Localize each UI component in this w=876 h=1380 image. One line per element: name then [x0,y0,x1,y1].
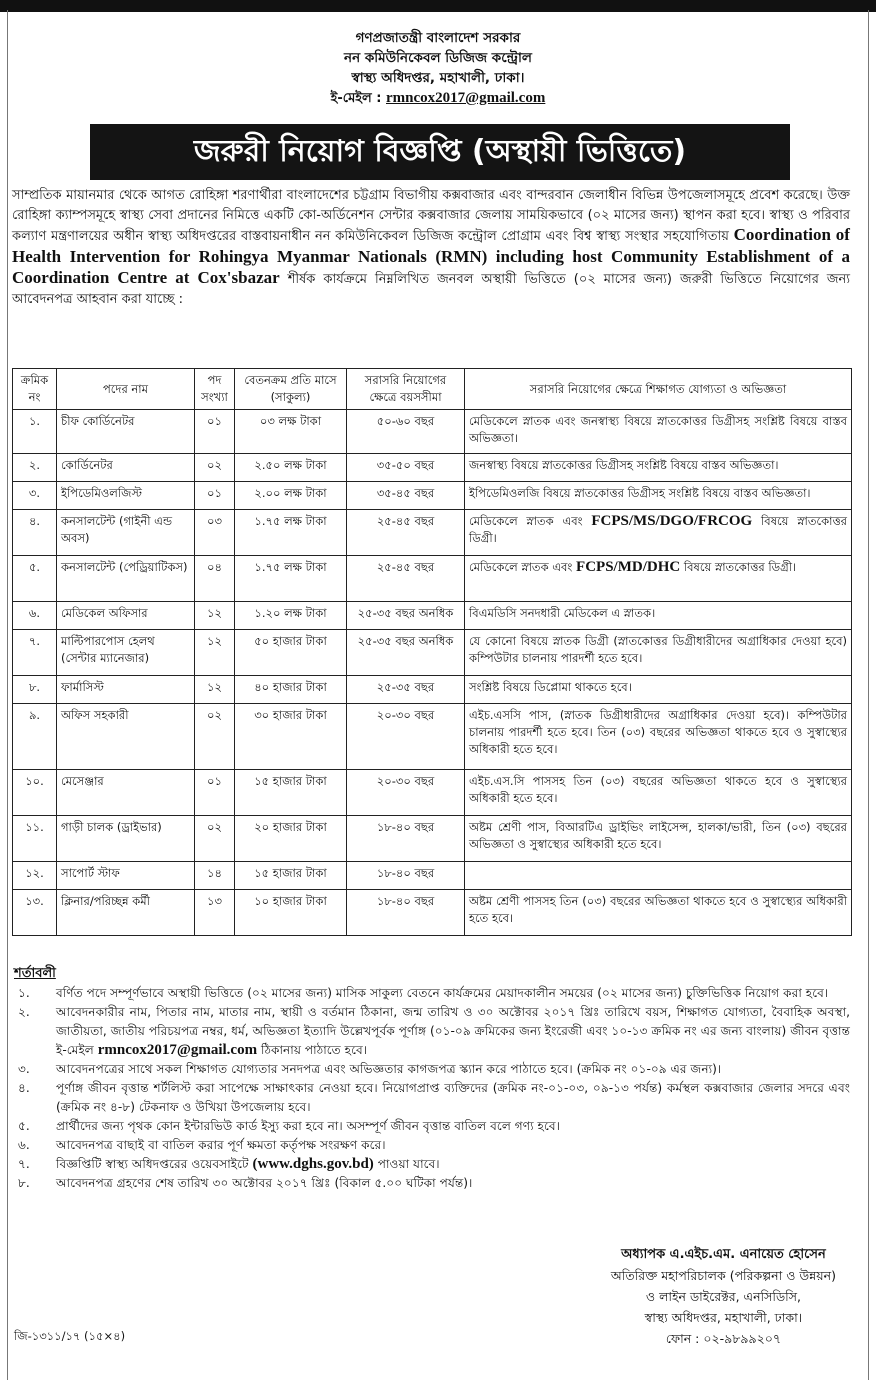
signature-block [611,1244,836,1349]
email-address: rmncox2017@gmail.com [386,90,546,106]
age-limit-cell: ২৫-৪৫ বছর [347,556,465,602]
condition-text-part: পূর্ণাঙ্গ জীবন বৃত্তান্ত শর্টলিস্ট করা সাপেক্ষে সাক্ষাৎকার নেওয়া হবে। নিয়োগপ্রাপ্ত ব্যক্তিদের (ক্রমিক নং-০১-০৩, ০৯-১৩ পর্যন্ত) কর্মস্থল কক্সবাজার জেলার সদরে এবং (ক্রমিক নং ৪-৮) টেকনাফ ও উখিয়া উপজেলায় হবে। [56,1081,850,1114]
serial-cell: ৯. [13,704,57,770]
intro-paragraph [12,186,850,309]
condition-number: ৫. [18,1119,30,1133]
table-row [13,862,852,890]
col-header-post: পদের নাম [57,369,195,410]
project-title: Coordination of Health Intervention for Rohingya Myanmar Nationals (RMN) including host Community Establishment of a Coordination Centre at Cox'sbazar [12,225,850,287]
age-limit-cell: ৩৫-৪৫ বছর [347,482,465,510]
post-name-cell: মেডিকেল অফিসার [57,602,195,630]
email-line [0,88,876,109]
requirements-text: এইচ.এস.সি পাসসহ তিন (০৩) বছরের অভিজ্ঞতা থাকতে হবে ও সুস্বাস্থ্যের অধিকারী হতে হবে। [469,774,847,805]
signatory-role: ও লাইন ডাইরেক্টর, এনসিডিসি, [645,1289,801,1304]
post-name-cell: অফিস সহকারী [57,704,195,770]
right-border [868,10,869,1380]
post-count-cell: ০৪ [195,556,235,602]
requirements-text: যে কোনো বিষয়ে স্নাতক ডিগ্রী (স্নাতকোত্তর ডিগ্রীধারীদের অগ্রাধিকার দেওয়া হবে) কম্পিউটার চালনায় পারদর্শী হতে হবে। [469,634,847,665]
post-name-cell: কনসালটেন্ট (গাইনী এন্ড অবস) [57,510,195,556]
salary-cell: ১.৭৫ লক্ষ টাকা [235,556,347,602]
condition-text-part: বিজ্ঞপ্তিটি স্বাস্থ্য অধিদপ্তরের ওয়েবসাইটে [56,1157,249,1171]
post-count-cell: ১৩ [195,890,235,936]
condition-number: ৪. [18,1081,30,1095]
condition-text [56,1079,850,1117]
requirements-text: ইপিডেমিওলজি বিষয়ে স্নাতকোত্তর ডিগ্রীসহ সংশ্লিষ্ট বিষয়ে বাস্তব অভিজ্ঞতা। [469,486,811,500]
serial-cell: ১১. [13,816,57,862]
salary-cell: ১৫ হাজার টাকা [235,770,347,816]
age-limit-cell: ২৫-৩৫ বছর অনধিক [347,602,465,630]
table-row [13,602,852,630]
condition-item [12,1117,850,1136]
condition-item [12,1003,850,1060]
requirements-text: অষ্টম শ্রেণী পাস, বিআরটিএ ড্রাইভিং লাইসেন্স, হালকা/ভারী, তিন (০৩) বছরের অভিজ্ঞতা ও সুস্বাস্থ্যের অধিকারী হতে হবে। [469,820,847,851]
post-name-cell: কোর্ডিনেটর [57,454,195,482]
condition-number: ১. [18,986,30,1000]
post-count-cell: ০১ [195,770,235,816]
post-count-cell: ০২ [195,704,235,770]
salary-cell: ১৫ হাজার টাকা [235,862,347,890]
condition-item [12,1079,850,1117]
condition-number: ২. [18,1005,30,1019]
requirements-cell [465,676,852,704]
requirements-text: মেডিকেলে স্নাতক এবং [469,514,583,528]
post-count-cell: ০৩ [195,510,235,556]
table-row [13,890,852,936]
condition-text [56,1060,850,1079]
post-name-cell: সাপোর্ট স্টাফ [57,862,195,890]
requirements-text: মেডিকেলে স্নাতক এবং জনস্বাস্থ্য বিষয়ে স্নাতকোত্তর ডিগ্রীসহ সংশ্লিষ্ট বিষয়ে বাস্তব অভিজ্ঞতা। [469,414,847,445]
col-header-serial: ক্রমিক নং [13,369,57,410]
condition-text [56,1155,850,1174]
condition-reference: rmncox2017@gmail.com [97,1042,258,1058]
posts-table [12,368,852,936]
condition-text-part: আবেদনপত্র বাছাই বা বাতিল করার পূর্ণ ক্ষমতা কর্তৃপক্ষ সংরক্ষণ করে। [56,1138,386,1152]
serial-cell: ২. [13,454,57,482]
requirements-text: জনস্বাস্থ্য বিষয়ে স্নাতকোত্তর ডিগ্রীসহ সংশ্লিষ্ট বিষয়ে বাস্তব অভিজ্ঞতা। [469,458,779,472]
requirements-degree: FCPS/MD/DHC [576,559,681,575]
issuer-header [0,28,876,109]
requirements-cell [465,510,852,556]
program-name: নন কমিউনিকেবল ডিজিজ কন্ট্রোল [344,50,532,66]
age-limit-cell: ২০-৩০ বছর [347,704,465,770]
table-header-row [13,369,852,410]
age-limit-cell: ২০-৩০ বছর [347,770,465,816]
requirements-degree: FCPS/MS/DGO/FRCOG [591,513,753,529]
notice-banner: জরুরী নিয়োগ বিজ্ঞপ্তি (অস্থায়ী ভিত্তিতে) [90,124,790,180]
salary-cell: ১.২০ লক্ষ টাকা [235,602,347,630]
conditions-title: শর্তাবলী [14,966,56,981]
table-row [13,556,852,602]
salary-cell: ২.৫০ লক্ষ টাকা [235,454,347,482]
post-name-cell: মেসেঞ্জার [57,770,195,816]
post-name-cell: ইপিডেমিওলজিস্ট [57,482,195,510]
post-count-cell: ১২ [195,630,235,676]
top-border [0,0,876,12]
col-header-age: সরাসরি নিয়োগের ক্ষেত্রে বয়সসীমা [347,369,465,410]
condition-number: ৭. [18,1157,30,1171]
post-name-cell: ক্লিনার/পরিচ্ছন্ন কর্মী [57,890,195,936]
age-limit-cell: ২৫-৪৫ বছর [347,510,465,556]
salary-cell: ১.৭৫ লক্ষ টাকা [235,510,347,556]
requirements-cell [465,556,852,602]
table-row [13,482,852,510]
condition-number: ৩. [18,1062,30,1076]
salary-cell: ৩০ হাজার টাকা [235,704,347,770]
condition-item [12,1155,850,1174]
office-address: স্বাস্থ্য অধিদপ্তর, মহাখালী, ঢাকা। [351,70,525,86]
requirements-text: সংশ্লিষ্ট বিষয়ে ডিপ্লোমা থাকতে হবে। [469,680,632,694]
table-row [13,770,852,816]
serial-cell: ১. [13,410,57,454]
requirements-cell [465,410,852,454]
condition-text [56,1117,850,1136]
post-count-cell: ০২ [195,454,235,482]
post-count-cell: ১২ [195,676,235,704]
serial-cell: ৭. [13,630,57,676]
age-limit-cell: ১৮-৪০ বছর [347,816,465,862]
condition-number: ৮. [18,1176,30,1190]
publication-code: জি-১৩১১/১৭ (১৫×৪) [14,1329,126,1343]
condition-text [56,1003,850,1060]
condition-item [12,1136,850,1155]
serial-cell: ৫. [13,556,57,602]
condition-item [12,984,850,1003]
post-count-cell: ০২ [195,816,235,862]
salary-cell: ২০ হাজার টাকা [235,816,347,862]
requirements-cell [465,482,852,510]
age-limit-cell: ১৮-৪০ বছর [347,890,465,936]
post-name-cell: কনসালটেন্ট (পেড্রিয়াটিকস) [57,556,195,602]
col-header-salary: বেতনক্রম প্রতি মাসে (সাকুল্য) [235,369,347,410]
col-header-count: পদ সংখ্যা [195,369,235,410]
condition-text [56,1136,850,1155]
intro-text-1: সাম্প্রতিক মায়ানমার থেকে আগত রোহিঙ্গা শরণার্থীরা বাংলাদেশের চট্টগ্রাম বিভাগীয় কক্সবাজার এবং বান্দরবান জেলাধীন বিভিন্ন উপজেলাসমূহে প্রবেশ করেছে। উক্ত রোহিঙ্গা ক্যাম্পসমূহে স্বাস্থ্য সেবা প্রদানের নিমিত্তে একটি কো-অর্ডিনেশন সেন্টার কক্সবাজার জেলায় সাময়িকভাবে (০২ মাসের জন্য) স্থাপন করা হবে। স্বাস্থ্য ও পরিবার কল্যাণ মন্ত্রণালয়ের অধীন স্বাস্থ্য অধিদপ্তরের বাস্তবায়নাধীন নন কমিউনিকেবল ডিজিজ কন্ট্রোল প্রোগ্রাম এবং বিশ্ব স্বাস্থ্য সংস্থার সহযোগিতায় [12,188,850,244]
condition-text-part: ঠিকানায় পাঠাতে হবে। [260,1043,368,1057]
table-row [13,410,852,454]
requirements-text: বিষয়ে স্নাতকোত্তর ডিগ্রী। [469,514,848,545]
condition-text-part: আবেদনকারীর নাম, পিতার নাম, মাতার নাম, স্থায়ী ও বর্তমান ঠিকানা, জন্ম তারিখ ও ৩০ অক্টোবর ২০১৭ খ্রিঃ তারিখে বয়স, শিক্ষাগত যোগ্যতা, বৈবাহিক অবস্থা, জাতীয়তা, জাতীয় পরিচয়পত্র নম্বর, ধর্ম, অভিজ্ঞতা ইত্যাদি উল্লেখপূর্বক পূর্ণাঙ্গ (০১-০৯ ক্রমিকের জন্য ইংরেজী এবং ১০-১৩ ক্রমিক নং এর জন্য বাংলায়) জীবন বৃত্তান্ত ই-মেইল [56,1005,850,1057]
left-border [7,10,8,1380]
intro-text-2: শীর্ষক কার্যক্রমে নিম্নলিখিত জনবল অস্থায়ী ভিত্তিতে (০২ মাসের জন্য) জরুরী ভিত্তিতে নিয়োগের জন্য আবেদনপত্র আহবান করা যাচ্ছে : [12,272,850,307]
signatory-office: স্বাস্থ্য অধিদপ্তর, মহাখালী, ঢাকা। [644,1310,803,1325]
post-count-cell: ০১ [195,482,235,510]
serial-cell: ৪. [13,510,57,556]
requirements-text: বিষয়ে স্নাতকোত্তর ডিগ্রী। [683,560,797,574]
serial-cell: ১৩. [13,890,57,936]
serial-cell: ৩. [13,482,57,510]
requirements-cell [465,890,852,936]
salary-cell: ৪০ হাজার টাকা [235,676,347,704]
post-name-cell: মাল্টিপারপোস হেলথ (সেন্টার ম্যানেজার) [57,630,195,676]
condition-number: ৬. [18,1138,30,1152]
age-limit-cell: ২৫-৩৫ বছর [347,676,465,704]
condition-item [12,1060,850,1079]
serial-cell: ১০. [13,770,57,816]
condition-text-part: প্রার্থীদের জন্য পৃথক কোন ইন্টারভিউ কার্ড ইস্যু করা হবে না। অসম্পূর্ণ জীবন বৃত্তান্ত বাতিল বলে গণ্য হবে। [56,1119,560,1133]
condition-text [56,984,850,1003]
serial-cell: ৮. [13,676,57,704]
post-name-cell: চীফ কোর্ডিনেটর [57,410,195,454]
condition-text-part: আবেদনপত্রের সাথে সকল শিক্ষাগত যোগ্যতার সনদপত্র এবং অভিজ্ঞতার কাগজপত্র স্ক্যান করে পাঠাতে হবে। (ক্রমিক নং ০১-০৯ এর জন্য)। [56,1062,722,1076]
requirements-cell [465,454,852,482]
signatory-name: অধ্যাপক এ.এইচ.এম. এনায়েত হোসেন [621,1247,826,1262]
requirements-text: বিএমডিসি সনদধারী মেডিকেল এ স্নাতক। [469,606,656,620]
post-name-cell: ফার্মাসিস্ট [57,676,195,704]
email-label: ই-মেইল : [330,91,382,106]
requirements-cell [465,816,852,862]
requirements-cell [465,602,852,630]
conditions-list [12,984,850,1193]
requirements-text: এইচ.এসসি পাস, (স্নাতক ডিগ্রীধারীদের অগ্রাধিকার দেওয়া হবে)। কম্পিউটার চালনায় পারদর্শী হতে হবে। তিন (০৩) বছরের অভিজ্ঞতা থাকতে হবে ও সুস্বাস্থ্যের অধিকারী হতে হবে। [469,708,847,756]
post-count-cell: ১২ [195,602,235,630]
requirements-cell [465,704,852,770]
requirements-cell [465,630,852,676]
government-name: গণপ্রজাতন্ত্রী বাংলাদেশ সরকার [355,30,521,46]
age-limit-cell: ৫০-৬০ বছর [347,410,465,454]
requirements-text: মেডিকেলে স্নাতক এবং [469,560,573,574]
condition-reference: (www.dghs.gov.bd) [252,1156,374,1172]
col-header-requirements: সরাসরি নিয়োগের ক্ষেত্রে শিক্ষাগত যোগ্যতা ও অভিজ্ঞতা [465,369,852,410]
table-row [13,630,852,676]
table-row [13,454,852,482]
signatory-title: অতিরিক্ত মহাপরিচালক (পরিকল্পনা ও উন্নয়ন) [610,1268,836,1283]
salary-cell: ২.০০ লক্ষ টাকা [235,482,347,510]
table-row [13,704,852,770]
salary-cell: ১০ হাজার টাকা [235,890,347,936]
serial-cell: ১২. [13,862,57,890]
table-row [13,676,852,704]
salary-cell: ৫০ হাজার টাকা [235,630,347,676]
post-count-cell: ১৪ [195,862,235,890]
post-name-cell: গাড়ী চালক (ড্রাইভার) [57,816,195,862]
condition-text [56,1174,850,1193]
age-limit-cell: ২৫-৩৫ বছর অনধিক [347,630,465,676]
age-limit-cell: ৩৫-৫০ বছর [347,454,465,482]
condition-text-part: বর্ণিত পদে সম্পূর্ণভাবে অস্থায়ী ভিত্তিতে (০২ মাসের জন্য) মাসিক সাকুল্য বেতনে কার্যক্রমের মেয়াদকালীন সময়ের (০২ মাসের জন্য) চুক্তিভিত্তিক নিয়োগ করা হবে। [56,986,829,1000]
condition-item [12,1174,850,1193]
requirements-cell [465,862,852,890]
condition-text-part: আবেদনপত্র গ্রহণের শেষ তারিখ ৩০ অক্টোবর ২০১৭ খ্রিঃ (বিকাল ৫.০০ ঘটিকা পর্যন্ত)। [56,1176,473,1190]
requirements-cell [465,770,852,816]
post-count-cell: ০১ [195,410,235,454]
serial-cell: ৬. [13,602,57,630]
salary-cell: ০৩ লক্ষ টাকা [235,410,347,454]
condition-text-part: পাওয়া যাবে। [377,1157,440,1171]
table-row [13,816,852,862]
age-limit-cell: ১৮-৪০ বছর [347,862,465,890]
table-row [13,510,852,556]
signatory-phone: ফোন : ০২-৯৮৯৯২০৭ [665,1331,781,1346]
requirements-text: অষ্টম শ্রেণী পাসসহ তিন (০৩) বছরের অভিজ্ঞতা থাকতে হবে ও সুস্বাস্থ্যের অধিকারী হতে হবে। [469,894,847,925]
